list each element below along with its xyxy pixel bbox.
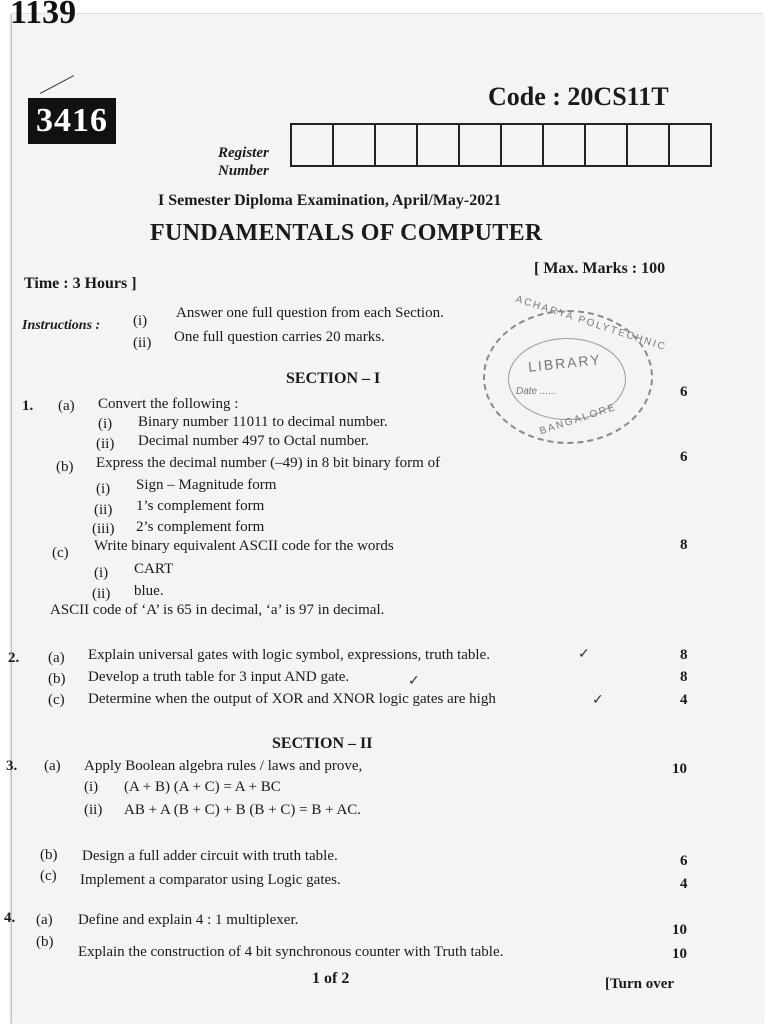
stamp-date-label: Date ...... <box>516 386 557 397</box>
item-num: (i) <box>96 481 111 497</box>
register-number-boxes[interactable] <box>290 123 712 167</box>
sub-question-text: Determine when the output of XOR and XNOR logic gates are high <box>88 691 496 707</box>
register-box[interactable] <box>418 125 460 165</box>
item-num: (i) <box>84 779 99 795</box>
sub-question-text: Explain universal gates with logic symbol, expressions, truth table. <box>88 647 491 663</box>
register-box[interactable] <box>376 125 418 165</box>
marks: 10 <box>672 761 687 777</box>
sub-question-text: Express the decimal number (–49) in 8 bit binary form of <box>96 455 441 471</box>
item-num: (ii) <box>94 502 113 518</box>
exam-title: I Semester Diploma Examination, April/May-2021 <box>158 192 502 209</box>
question-number: 2. <box>8 650 20 666</box>
sub-question-label: (a) <box>36 912 53 928</box>
register-label-line1: Register <box>218 145 269 161</box>
tick-mark: ✓ <box>408 674 420 689</box>
time-allowed: Time : 3 Hours ] <box>24 275 137 292</box>
item-text: blue. <box>134 583 164 599</box>
register-box[interactable] <box>292 125 334 165</box>
sub-question-text: Implement a comparator using Logic gates. <box>80 872 341 888</box>
equation: AB + A (B + C) + B (B + C) = B + AC. <box>124 802 362 818</box>
sub-question-label: (c) <box>40 868 57 884</box>
turn-over-note: [Turn over <box>605 976 675 992</box>
marks: 10 <box>672 946 687 962</box>
sub-question-label: (a) <box>48 650 65 666</box>
sub-question-text: Explain the construction of 4 bit synchronous counter with Truth table. <box>78 944 504 960</box>
paper-code: Code : 20CS11T <box>488 82 669 111</box>
register-box[interactable] <box>544 125 586 165</box>
register-box[interactable] <box>334 125 376 165</box>
item-text: Binary number 11011 to decimal number. <box>138 414 388 430</box>
sub-question-text: Develop a truth table for 3 input AND gate. <box>88 669 350 685</box>
sub-question-text: Design a full adder circuit with truth table. <box>82 848 338 864</box>
sub-question-label: (b) <box>40 847 58 863</box>
marks: 8 <box>680 537 688 553</box>
page-number: 1 of 2 <box>312 970 350 987</box>
stamp-center-text: LIBRARY <box>527 351 603 375</box>
section-title: SECTION – I <box>286 370 381 387</box>
item-text: 1’s complement form <box>136 498 265 514</box>
item-num: (ii) <box>84 802 103 818</box>
marks: 4 <box>680 876 688 892</box>
instruction-text: One full question carries 20 marks. <box>174 329 385 345</box>
item-text: Decimal number 497 to Octal number. <box>138 433 369 449</box>
register-box[interactable] <box>586 125 628 165</box>
sub-question-label: (b) <box>36 934 54 950</box>
sub-question-text: Convert the following : <box>98 396 239 412</box>
register-number-label <box>218 144 269 180</box>
max-marks: [ Max. Marks : 100 <box>534 260 666 277</box>
sub-question-label: (b) <box>48 671 66 687</box>
register-box[interactable] <box>502 125 544 165</box>
marks: 4 <box>680 692 688 708</box>
item-text: CART <box>134 561 174 577</box>
item-num: (ii) <box>96 436 115 452</box>
marks: 6 <box>680 384 688 400</box>
serial-number-badge: 3416 <box>28 98 116 144</box>
sub-question-label: (c) <box>48 692 65 708</box>
sub-question-label: (a) <box>58 398 75 414</box>
instruction-num: (ii) <box>133 335 152 351</box>
item-num: (iii) <box>92 521 115 537</box>
question-number: 4. <box>4 910 16 926</box>
item-num: (i) <box>94 565 109 581</box>
sub-question-label: (c) <box>52 545 69 561</box>
marks: 6 <box>680 853 688 869</box>
marks: 6 <box>680 449 688 465</box>
sub-question-text: Write binary equivalent ASCII code for the words <box>94 538 394 554</box>
register-box[interactable] <box>628 125 670 165</box>
marks: 8 <box>680 669 688 685</box>
ascii-note: ASCII code of ‘A’ is 65 in decimal, ‘a’ is 97 in decimal. <box>50 602 385 618</box>
equation: (A + B) (A + C) = A + BC <box>124 779 281 795</box>
stamp-arc-text: ACHARYA POLYTECHNIC <box>514 293 668 354</box>
item-text: Sign – Magnitude form <box>136 477 277 493</box>
marks: 8 <box>680 647 688 663</box>
instruction-text: Answer one full question from each Section. <box>176 305 444 321</box>
register-box[interactable] <box>670 125 710 165</box>
instruction-num: (i) <box>133 313 148 329</box>
subject-title: FUNDAMENTALS OF COMPUTER <box>150 220 543 246</box>
sub-question-text: Define and explain 4 : 1 multiplexer. <box>78 912 299 928</box>
stamp-bottom-text: BANGALORE <box>538 401 618 438</box>
instructions-label: Instructions : <box>22 318 101 333</box>
item-text: 2’s complement form <box>136 519 265 535</box>
tick-mark: ✓ <box>578 647 590 662</box>
sub-question-label: (a) <box>44 758 61 774</box>
item-num: (ii) <box>92 586 111 602</box>
top-number: 1139 <box>10 0 77 31</box>
register-box[interactable] <box>460 125 502 165</box>
question-number: 3. <box>6 758 18 774</box>
tick-mark: ✓ <box>592 693 604 708</box>
register-label-line2: Number <box>218 163 269 179</box>
sub-question-text: Apply Boolean algebra rules / laws and prove, <box>84 758 363 774</box>
marks: 10 <box>672 922 687 938</box>
item-num: (i) <box>98 416 113 432</box>
section-title: SECTION – II <box>272 735 373 752</box>
question-number: 1. <box>22 398 34 414</box>
sub-question-label: (b) <box>56 459 74 475</box>
